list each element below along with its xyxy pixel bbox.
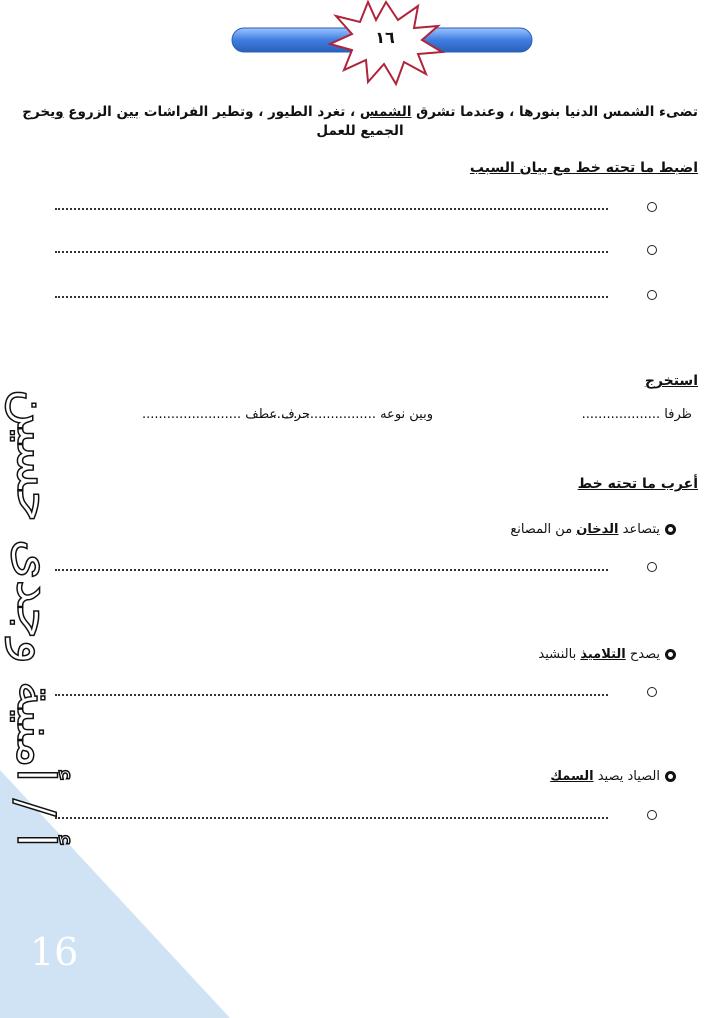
underlined-word-shams: الشمس [359,104,412,120]
underlined-word: السمك [550,769,594,784]
page-number-badge: ١٦ [375,28,395,47]
passage-line-2: الجميع للعمل [316,123,404,139]
extract-item-type: وبين نوعه .......................... [268,407,433,422]
answer-line[interactable] [55,569,608,571]
parse-sentence-1: يتصاعد الدخان من المصانع [510,522,676,537]
extract-item-conjunction: حرف عطف ........................ [141,407,310,422]
answer-bullet [647,562,657,572]
answer-line[interactable] [55,694,608,696]
answer-line[interactable] [55,208,608,210]
underlined-word-bayn: بين [116,104,140,120]
answer-bullet [647,687,657,697]
author-watermark: أ / أمنية وجدى حسين [5,388,65,848]
underlined-word: التلاميذ [580,647,626,662]
question-2-title: استخرج [644,373,698,389]
passage-text: ، تغرد الطيور ، وتطير الفراشات [139,104,360,120]
parse-sentence-2: يصدح التلاميذ بالنشيد [538,647,676,662]
underlined-word-wa: و [55,104,64,120]
question-3-title: أعرب ما تحته خط [577,476,698,492]
answer-bullet [647,290,657,300]
passage-text: الزروع [63,104,117,120]
answer-bullet [647,245,657,255]
answer-line[interactable] [55,251,608,253]
answer-bullet [647,810,657,820]
answer-line[interactable] [55,817,608,819]
arrow-bullet-icon [665,649,676,660]
question-1-title: اضبط ما تحته خط مع بيان السبب [469,160,698,176]
underlined-word: الدخان [576,522,619,537]
parse-sentence-3: الصياد يصيد السمك [550,769,676,784]
answer-bullet [647,202,657,212]
extract-item-adverb: ظرفا ................... [581,407,692,422]
passage-text: تضىء الشمس الدنيا بنورها ، وعندما تشرق [411,104,698,120]
arrow-bullet-icon [665,771,676,782]
passage-text: يخرج [22,104,56,120]
corner-page-number: 16 [30,930,79,974]
passage-paragraph [18,102,698,122]
answer-line[interactable] [55,296,608,298]
arrow-bullet-icon [665,524,676,535]
